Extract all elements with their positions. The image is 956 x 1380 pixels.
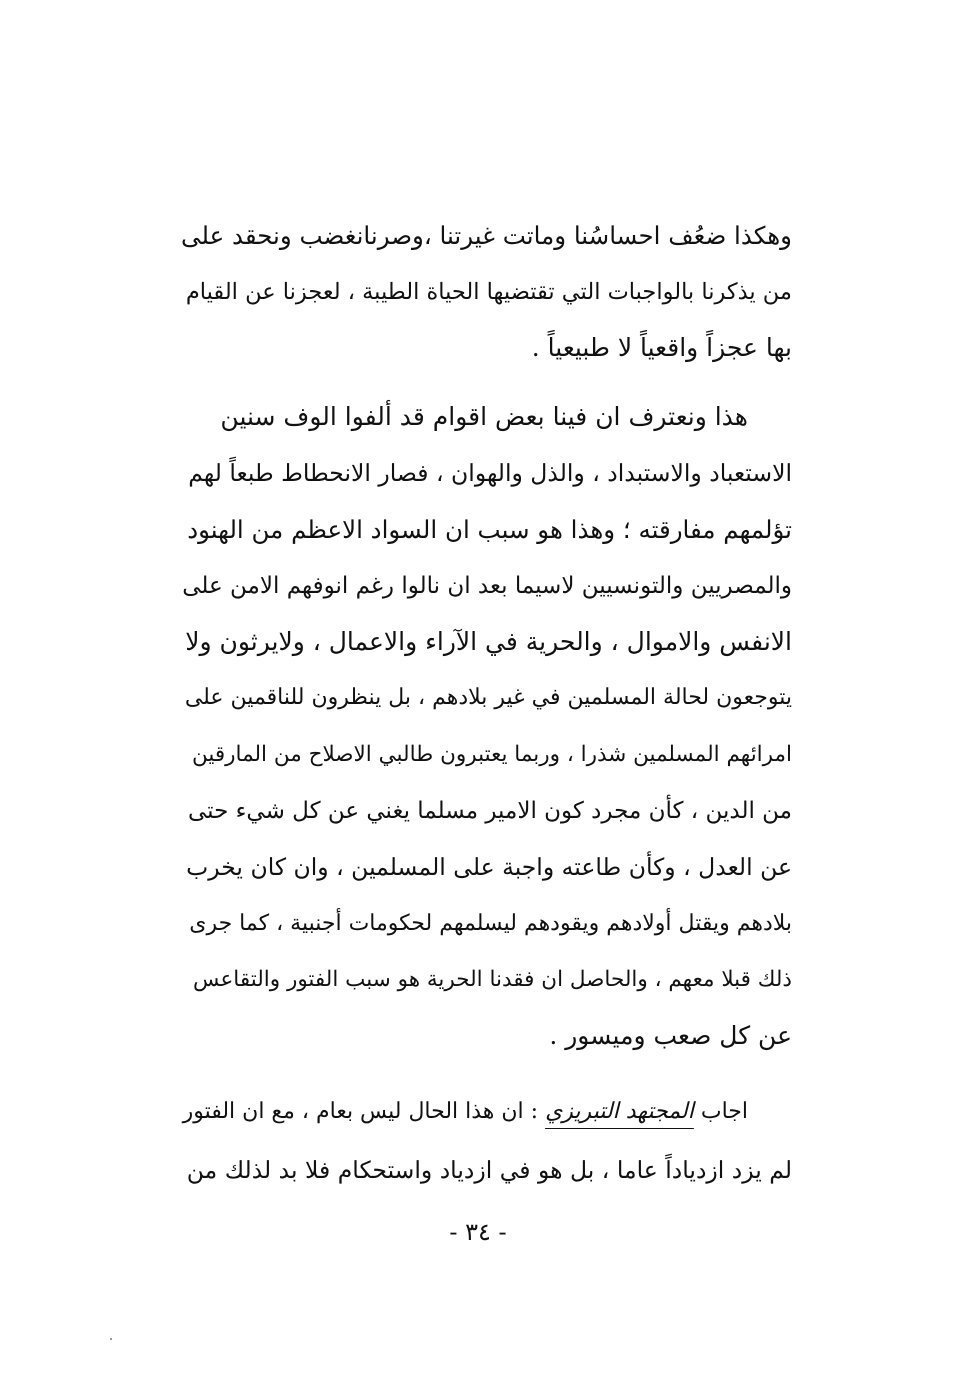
paragraph-line: هذا ونعترف ان فينا بعض اقوام قد ألفوا الوف سنين [220, 402, 748, 431]
paragraph-3 [180, 1083, 792, 1199]
speaker-prefix: اجاب [700, 1099, 748, 1124]
paragraph-line [180, 1083, 792, 1141]
paragraph-line: ذلك قبلا معهم ، والحاصل ان فقدنا الحرية هو سبب الفتور والتقاعس [193, 966, 792, 992]
paragraph-line: الانفس والاموال ، والحرية في الآراء والاعمال ، ولايرثون ولا [185, 627, 792, 657]
paragraph-line: عن العدل ، وكأن طاعته واجبة على المسلمين ، وان كان يخرب [186, 853, 792, 882]
paragraph-line: بلادهم ويقتل أولادهم ويقودهم ليسلمهم لحكومات أجنبية ، كما جرى [189, 910, 792, 936]
paragraph-line: من الدين ، كأن مجرد كون الامير مسلما يغني عن كل شيء حتى [187, 798, 792, 825]
paragraph-line: امرائهم المسلمين شذرا ، وربما يعتبرون طالبي الاصلاح من المارقين [192, 741, 792, 767]
paragraph-line: عن كل صعب وميسور . [549, 1021, 792, 1051]
scan-speck [110, 1338, 112, 1340]
speech-text: : ان هذا الحال ليس بعام ، مع ان الفتور [182, 1099, 539, 1124]
paragraph-line: لم يزد ازدياداً عاما ، بل هو في ازدياد واستحكام فلا بد لذلك من [186, 1156, 792, 1184]
paragraph-line: وهكذا ضعُف احساسُنا وماتت غيرتنا ،وصرنانغضب ونحقد على [181, 221, 792, 250]
paragraph-1 [180, 208, 792, 376]
paragraph-line: يتوجعون لحالة المسلمين في غير بلادهم ، بل ينظرون للناقمين على [184, 685, 792, 711]
paragraph-2 [180, 389, 792, 1065]
paragraph-line: من يذكرنا بالواجبات التي تقتضيها الحياة الطيبة ، لعجزنا عن القيام [185, 279, 792, 305]
paragraph-line: الاستعباد والاستبداد ، والذل والهوان ، فصار الانحطاط طبعاً لهم [188, 459, 792, 488]
paragraph-line: تؤلمهم مفارقته ؛ وهذا هو سبب ان السواد الاعظم من الهنود [187, 514, 792, 544]
page-number: - ٣٤ - [449, 1218, 507, 1246]
speaker-name: المجتهد التبريزي [545, 1099, 694, 1124]
paragraph-line: بها عجزاً واقعياً لا طبيعياً . [531, 333, 792, 362]
paragraph-line: والمصريين والتونسيين لاسيما بعد ان نالوا رغم انوفهم الامن على [182, 572, 792, 599]
